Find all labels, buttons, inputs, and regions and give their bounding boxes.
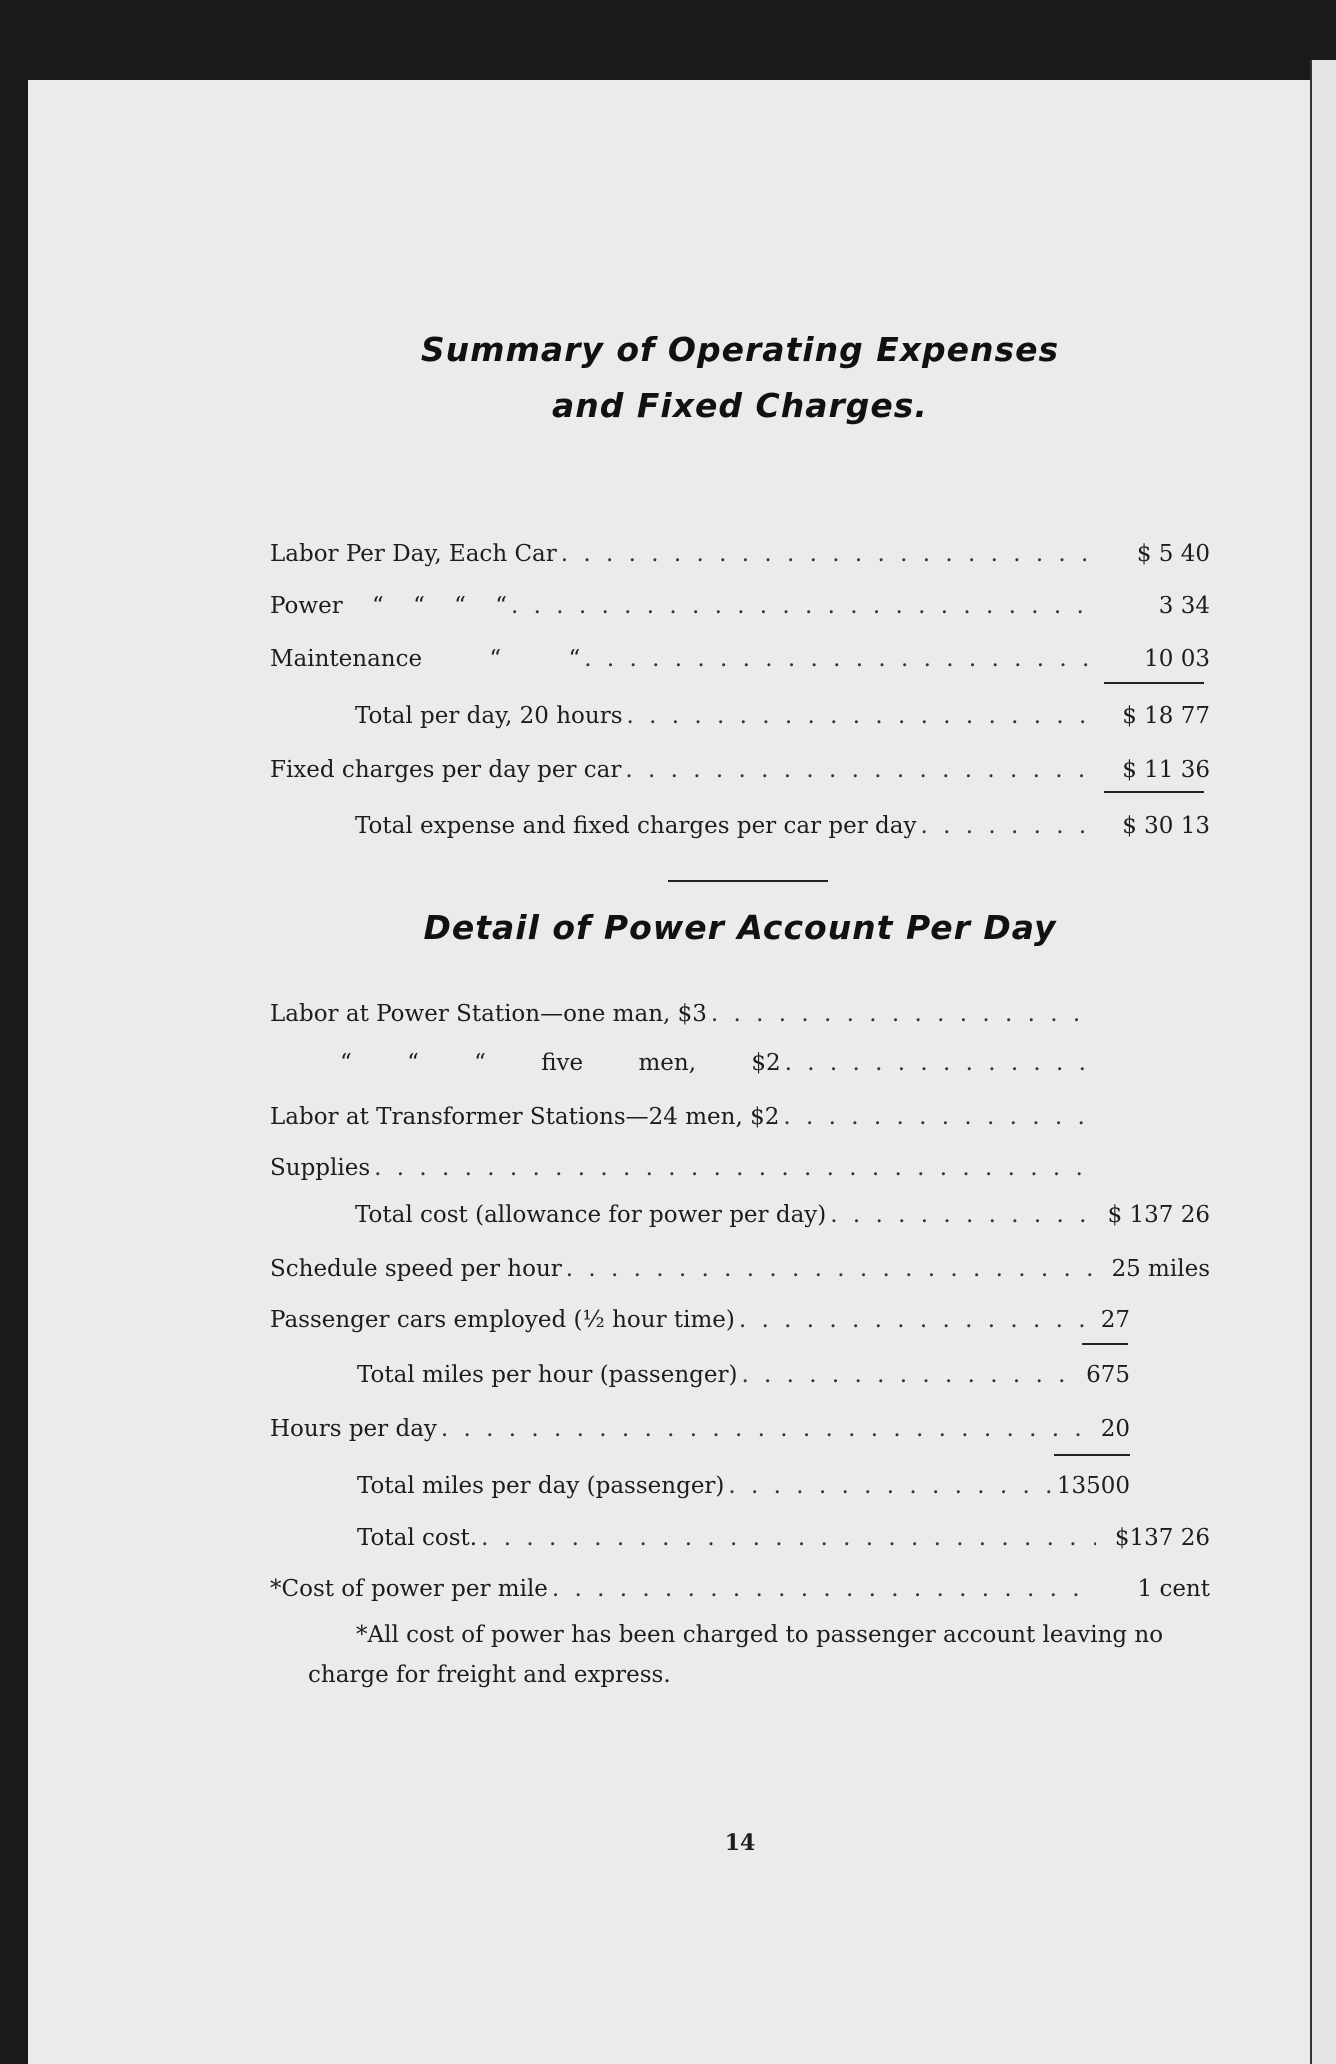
summary-title-line2: and Fixed Charges.: [552, 386, 928, 425]
summary-row-power: [270, 590, 1210, 622]
detail-row-passenger-cars: [270, 1304, 1130, 1336]
row-label: Maintenance “ “: [270, 646, 581, 672]
row-label: Power “ “ “ “: [270, 593, 507, 619]
detail-row-supplies: [270, 1152, 1090, 1184]
dot-leader: [374, 1152, 1086, 1184]
detail-row-schedule-speed: [270, 1253, 1210, 1285]
row-amount: $ 11 36: [1122, 757, 1210, 783]
page-number: 14: [724, 1830, 756, 1856]
dot-leader: [566, 1253, 1096, 1285]
summary-title-line1: Summary of Operating Expenses: [420, 330, 1060, 369]
row-label: Total cost (allowance for power per day): [355, 1202, 827, 1228]
detail-row-miles-per-hour: [357, 1359, 1130, 1391]
summary-heading: [270, 322, 1210, 434]
next-page-edge: [1310, 60, 1336, 2064]
row-label: Total cost.: [357, 1525, 478, 1551]
dot-leader: [561, 538, 1096, 570]
sum-rule: [1104, 791, 1204, 793]
row-amount: 13500: [1056, 1473, 1130, 1499]
row-amount: 27: [1100, 1307, 1130, 1333]
row-label: Labor at Transformer Stations—24 men, $2: [270, 1104, 780, 1130]
dot-leader: [627, 700, 1096, 732]
sum-rule: [1082, 1343, 1128, 1345]
row-label: Total miles per day (passenger): [357, 1473, 725, 1499]
dot-leader: [711, 998, 1086, 1030]
detail-row-total-cost: [357, 1522, 1210, 1554]
detail-row-hours-per-day: [270, 1413, 1130, 1445]
detail-row-total-cost-allowance: [355, 1199, 1210, 1231]
row-amount: 3 34: [1158, 593, 1210, 619]
dot-leader: [741, 1359, 1082, 1391]
dot-leader: [625, 754, 1096, 786]
summary-row-total-expense: [355, 810, 1210, 842]
dot-leader: [785, 1047, 1086, 1079]
dot-leader: [728, 1470, 1052, 1502]
detail-row-five-men: [340, 1047, 1090, 1079]
row-label: *Cost of power per mile: [270, 1576, 548, 1602]
dot-leader: [511, 590, 1096, 622]
dot-leader: [441, 1413, 1086, 1445]
summary-row-fixed-charges: [270, 754, 1210, 786]
row-label: Schedule speed per hour: [270, 1256, 562, 1282]
row-amount: $ 18 77: [1122, 703, 1210, 729]
row-label: Supplies: [270, 1155, 371, 1181]
detail-row-miles-per-day: [357, 1470, 1130, 1502]
row-label: Total expense and fixed charges per car per day: [355, 813, 917, 839]
dot-leader: [920, 810, 1096, 842]
detail-title: Detail of Power Account Per Day: [423, 908, 1057, 947]
sum-rule: [1104, 682, 1204, 684]
row-label: Passenger cars employed (½ hour time): [270, 1307, 735, 1333]
section-divider: [668, 880, 828, 882]
row-label: Hours per day: [270, 1416, 437, 1442]
dot-leader: [584, 643, 1096, 675]
row-amount: $ 30 13: [1122, 813, 1210, 839]
row-label: Total per day, 20 hours: [355, 703, 623, 729]
row-amount: $ 5 40: [1136, 541, 1210, 567]
summary-row-maintenance: [270, 643, 1210, 675]
footnote: *All cost of power has been charged to passenger account leaving no charge for freight and express.: [308, 1622, 1164, 1688]
detail-row-power-station: [270, 998, 1090, 1030]
row-amount: 1 cent: [1137, 1576, 1210, 1602]
row-amount: 20: [1100, 1416, 1130, 1442]
row-label: Labor Per Day, Each Car: [270, 541, 557, 567]
row-label: Total miles per hour (passenger): [357, 1362, 738, 1388]
dot-leader: [481, 1522, 1096, 1554]
detail-row-transformer: [270, 1101, 1090, 1133]
summary-row-labor: [270, 538, 1210, 570]
dot-leader: [830, 1199, 1096, 1231]
sum-rule: [1054, 1454, 1130, 1456]
dot-leader: [783, 1101, 1086, 1133]
summary-row-total-per-day: [355, 700, 1210, 732]
row-amount: $137 26: [1114, 1525, 1210, 1551]
row-amount: 675: [1086, 1362, 1130, 1388]
detail-heading: [270, 900, 1210, 956]
row-amount: $ 137 26: [1107, 1202, 1210, 1228]
row-amount: 25 miles: [1111, 1256, 1210, 1282]
detail-row-cost-per-mile: [270, 1573, 1210, 1605]
dot-leader: [552, 1573, 1096, 1605]
dot-leader: [739, 1304, 1086, 1336]
row-label: Fixed charges per day per car: [270, 757, 622, 783]
row-amount: 10 03: [1144, 646, 1210, 672]
row-label: “ “ “ five men, $2: [340, 1050, 781, 1076]
row-label: Labor at Power Station—one man, $3: [270, 1001, 707, 1027]
